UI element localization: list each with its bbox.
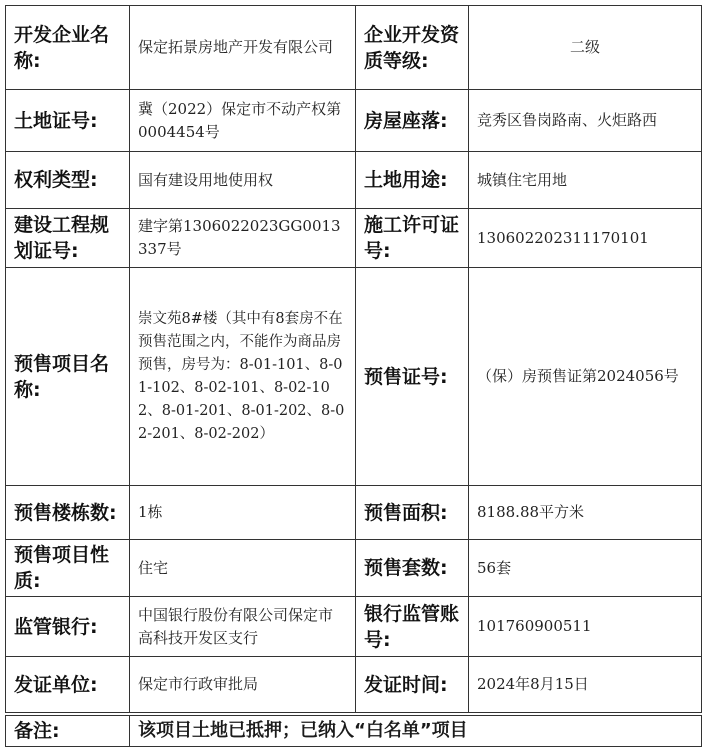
- planning-cert-value: 建字第1306022023GG0013337号: [130, 209, 356, 268]
- developer-label: 开发企业名称:: [6, 6, 130, 90]
- building-count-value: 1栋: [130, 486, 356, 540]
- construction-permit-label: 施工许可证号:: [356, 209, 469, 268]
- issuer-value: 保定市行政审批局: [130, 657, 356, 713]
- right-type-label: 权利类型:: [6, 152, 130, 209]
- location-value: 竞秀区鲁岗路南、火炬路西: [469, 90, 702, 152]
- project-name-label: 预售项目名称:: [6, 268, 130, 486]
- table-row: [6, 209, 702, 268]
- presale-cert-label: 预售证号:: [356, 268, 469, 486]
- unit-count-value: 56套: [469, 540, 702, 597]
- bank-label: 监管银行:: [6, 597, 130, 657]
- building-count-label: 预售楼栋数:: [6, 486, 130, 540]
- bank-value: 中国银行股份有限公司保定市高科技开发区支行: [130, 597, 356, 657]
- land-cert-value: 冀（2022）保定市不动产权第0004454号: [130, 90, 356, 152]
- note-value: 该项目土地已抵押；已纳入“白名单”项目: [130, 716, 702, 747]
- table-row: [6, 657, 702, 713]
- note-label: 备注:: [6, 716, 130, 747]
- table-row: [6, 597, 702, 657]
- land-cert-label: 土地证号:: [6, 90, 130, 152]
- land-use-label: 土地用途:: [356, 152, 469, 209]
- table-row: [6, 540, 702, 597]
- developer-value: 保定拓景房地产开发有限公司: [130, 6, 356, 90]
- presale-permit-table: [5, 5, 702, 747]
- project-name-value: 崇文苑8#楼（其中有8套房不在预售范围之内，不能作为商品房预售，房号为：8-01-101、8-01-102、8-02-101、8-02-102、8-01-201、8-01-202、8-02-201、8-02-202）: [130, 268, 356, 486]
- presale-cert-value: （保）房预售证第2024056号: [469, 268, 702, 486]
- bank-account-label: 银行监管账号:: [356, 597, 469, 657]
- right-type-value: 国有建设用地使用权: [130, 152, 356, 209]
- table-row: [6, 486, 702, 540]
- issue-date-value: 2024年8月15日: [469, 657, 702, 713]
- project-nature-label: 预售项目性质:: [6, 540, 130, 597]
- table-row: [6, 268, 702, 486]
- presale-area-label: 预售面积:: [356, 486, 469, 540]
- note-row: [6, 716, 702, 747]
- issue-date-label: 发证时间:: [356, 657, 469, 713]
- unit-count-label: 预售套数:: [356, 540, 469, 597]
- table-row: [6, 90, 702, 152]
- table-row: [6, 6, 702, 90]
- issuer-label: 发证单位:: [6, 657, 130, 713]
- project-nature-value: 住宅: [130, 540, 356, 597]
- qualification-label: 企业开发资质等级:: [356, 6, 469, 90]
- construction-permit-value: 130602202311170101: [469, 209, 702, 268]
- qualification-value: 二级: [469, 6, 702, 90]
- location-label: 房屋座落:: [356, 90, 469, 152]
- land-use-value: 城镇住宅用地: [469, 152, 702, 209]
- planning-cert-label: 建设工程规划证号:: [6, 209, 130, 268]
- table-row: [6, 152, 702, 209]
- presale-area-value: 8188.88平方米: [469, 486, 702, 540]
- bank-account-value: 101760900511: [469, 597, 702, 657]
